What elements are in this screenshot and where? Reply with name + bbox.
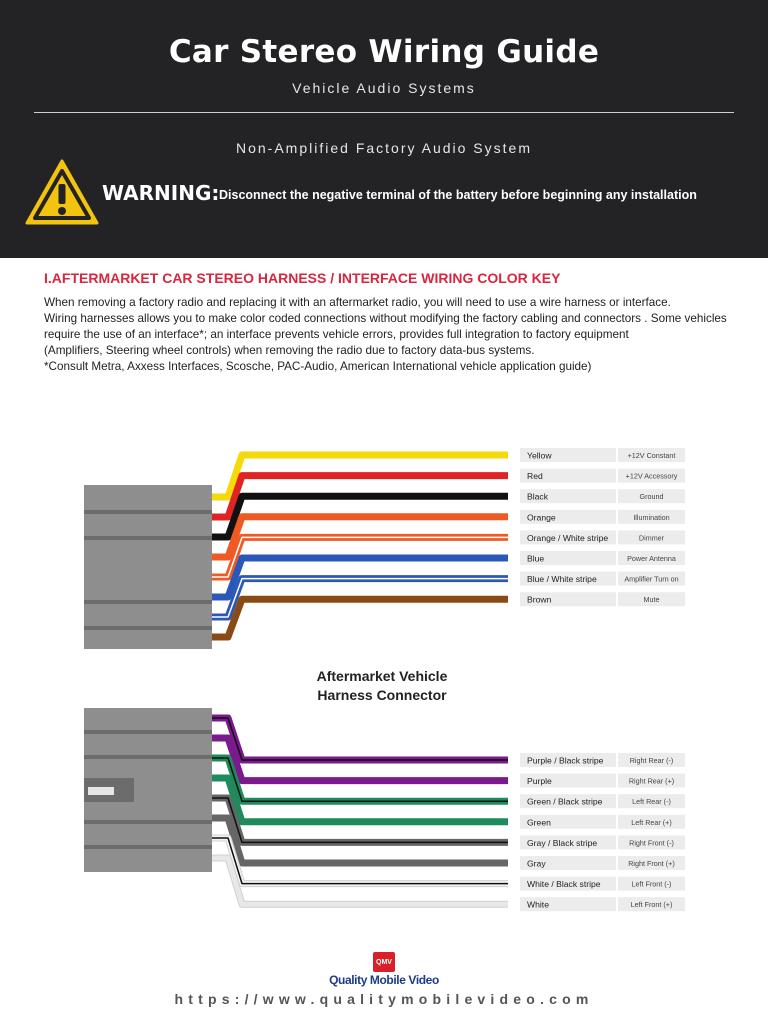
wire-function-label: +12V Constant — [627, 451, 676, 460]
wire-function-label: Ground — [639, 492, 664, 502]
connector-title-line: Aftermarket Vehicle — [316, 668, 448, 684]
wire-color-label: Gray — [527, 858, 546, 869]
wire-function-label: Left Front (+) — [630, 900, 673, 910]
wire-function-label: Dimmer — [638, 533, 665, 543]
connector-title-line: Harness Connector — [317, 687, 447, 703]
wire-color-label: Orange — [527, 512, 556, 523]
connector-ridge — [84, 626, 212, 630]
connector-ridge — [84, 755, 212, 759]
wire-function-label: Amplifier Turn on — [624, 574, 679, 584]
wire-outline — [212, 599, 508, 637]
wire-color-label: Blue / White stripe — [527, 574, 597, 585]
warning-label: WARNING: — [102, 181, 220, 205]
connector-ridge — [84, 536, 212, 540]
page-title: Car Stereo Wiring Guide — [168, 34, 600, 70]
wire-color-label: Yellow — [527, 450, 552, 461]
intro-line: (Amplifiers, Steering wheel controls) when removing the radio due to factory data-bus systems. — [44, 344, 535, 357]
wire-stripe — [212, 718, 508, 760]
wire-color-label: Purple / Black stripe — [527, 755, 604, 766]
wire-color-label: Black — [527, 491, 549, 502]
connector-tab-label — [88, 787, 114, 795]
intro-line: When removing a factory radio and replacing it with an aftermarket radio, you will need to use a wire harness or interface. — [44, 296, 671, 309]
wire-function-label: Left Front (-) — [631, 879, 672, 889]
top-connector-body — [84, 485, 212, 649]
connector-ridge — [84, 730, 212, 734]
wire-function-label: Illumination — [633, 512, 670, 522]
wire-function-label: Right Front (-) — [629, 838, 674, 848]
wire-color-label: Red — [527, 471, 543, 482]
wire-color-label: Purple — [527, 776, 552, 787]
wire-color-label: Green — [527, 817, 551, 828]
wire-function-label: Left Rear (-) — [632, 797, 671, 807]
wire-color-label: White — [527, 899, 549, 910]
system-type: Non-Amplified Factory Audio System — [236, 140, 532, 156]
connector-ridge — [84, 510, 212, 514]
wire-function-label: Mute — [643, 595, 660, 605]
page-subtitle: Vehicle Audio Systems — [292, 80, 476, 96]
intro-line: *Consult Metra, Axxess Interfaces, Scosche, PAC-Audio, American International vehicle application guide) — [44, 360, 592, 373]
website-url[interactable]: https://www.qualitymobilevideo.com — [174, 991, 594, 1007]
connector-ridge — [84, 820, 212, 824]
wire — [212, 718, 508, 760]
wire-function-label: +12V Accessory — [625, 471, 678, 481]
wire-color-label: White / Black stripe — [527, 879, 601, 890]
connector-ridge — [84, 845, 212, 849]
wire-function-label: Right Rear (-) — [629, 756, 674, 765]
intro-line: require the use of an interface*; an interface prevents vehicle errors, provides full integration to factory equipment — [44, 328, 629, 341]
warning-text: Disconnect the negative terminal of the battery before beginning any installation — [219, 188, 697, 202]
wire-color-label: Blue — [527, 553, 545, 564]
section-title: I.AFTERMARKET CAR STEREO HARNESS / INTERFACE WIRING COLOR KEY — [44, 270, 561, 286]
wire-color-label: Orange / White stripe — [527, 532, 609, 543]
qmv-logo-icon: QMV — [373, 952, 395, 972]
connector-ridge — [84, 600, 212, 604]
brand-name: Quality Mobile Video — [329, 973, 439, 987]
intro-line: Wiring harnesses allows you to make color coded connections without modifying the factory cabling and connectors . Some vehicles — [44, 312, 727, 325]
wire-function-label: Left Rear (+) — [631, 817, 672, 827]
wire-function-label: Power Antenna — [627, 554, 676, 563]
connector-title — [282, 667, 482, 705]
wire-outline — [212, 718, 508, 760]
wire-color-label: Green / Black stripe — [527, 796, 603, 807]
wire-function-label: Right Front (+) — [628, 859, 675, 868]
wire-function-label: Right Rear (+) — [628, 776, 675, 786]
wire-color-label: Gray / Black stripe — [527, 837, 598, 848]
wire — [212, 599, 508, 637]
wire-color-label: Brown — [527, 594, 552, 605]
